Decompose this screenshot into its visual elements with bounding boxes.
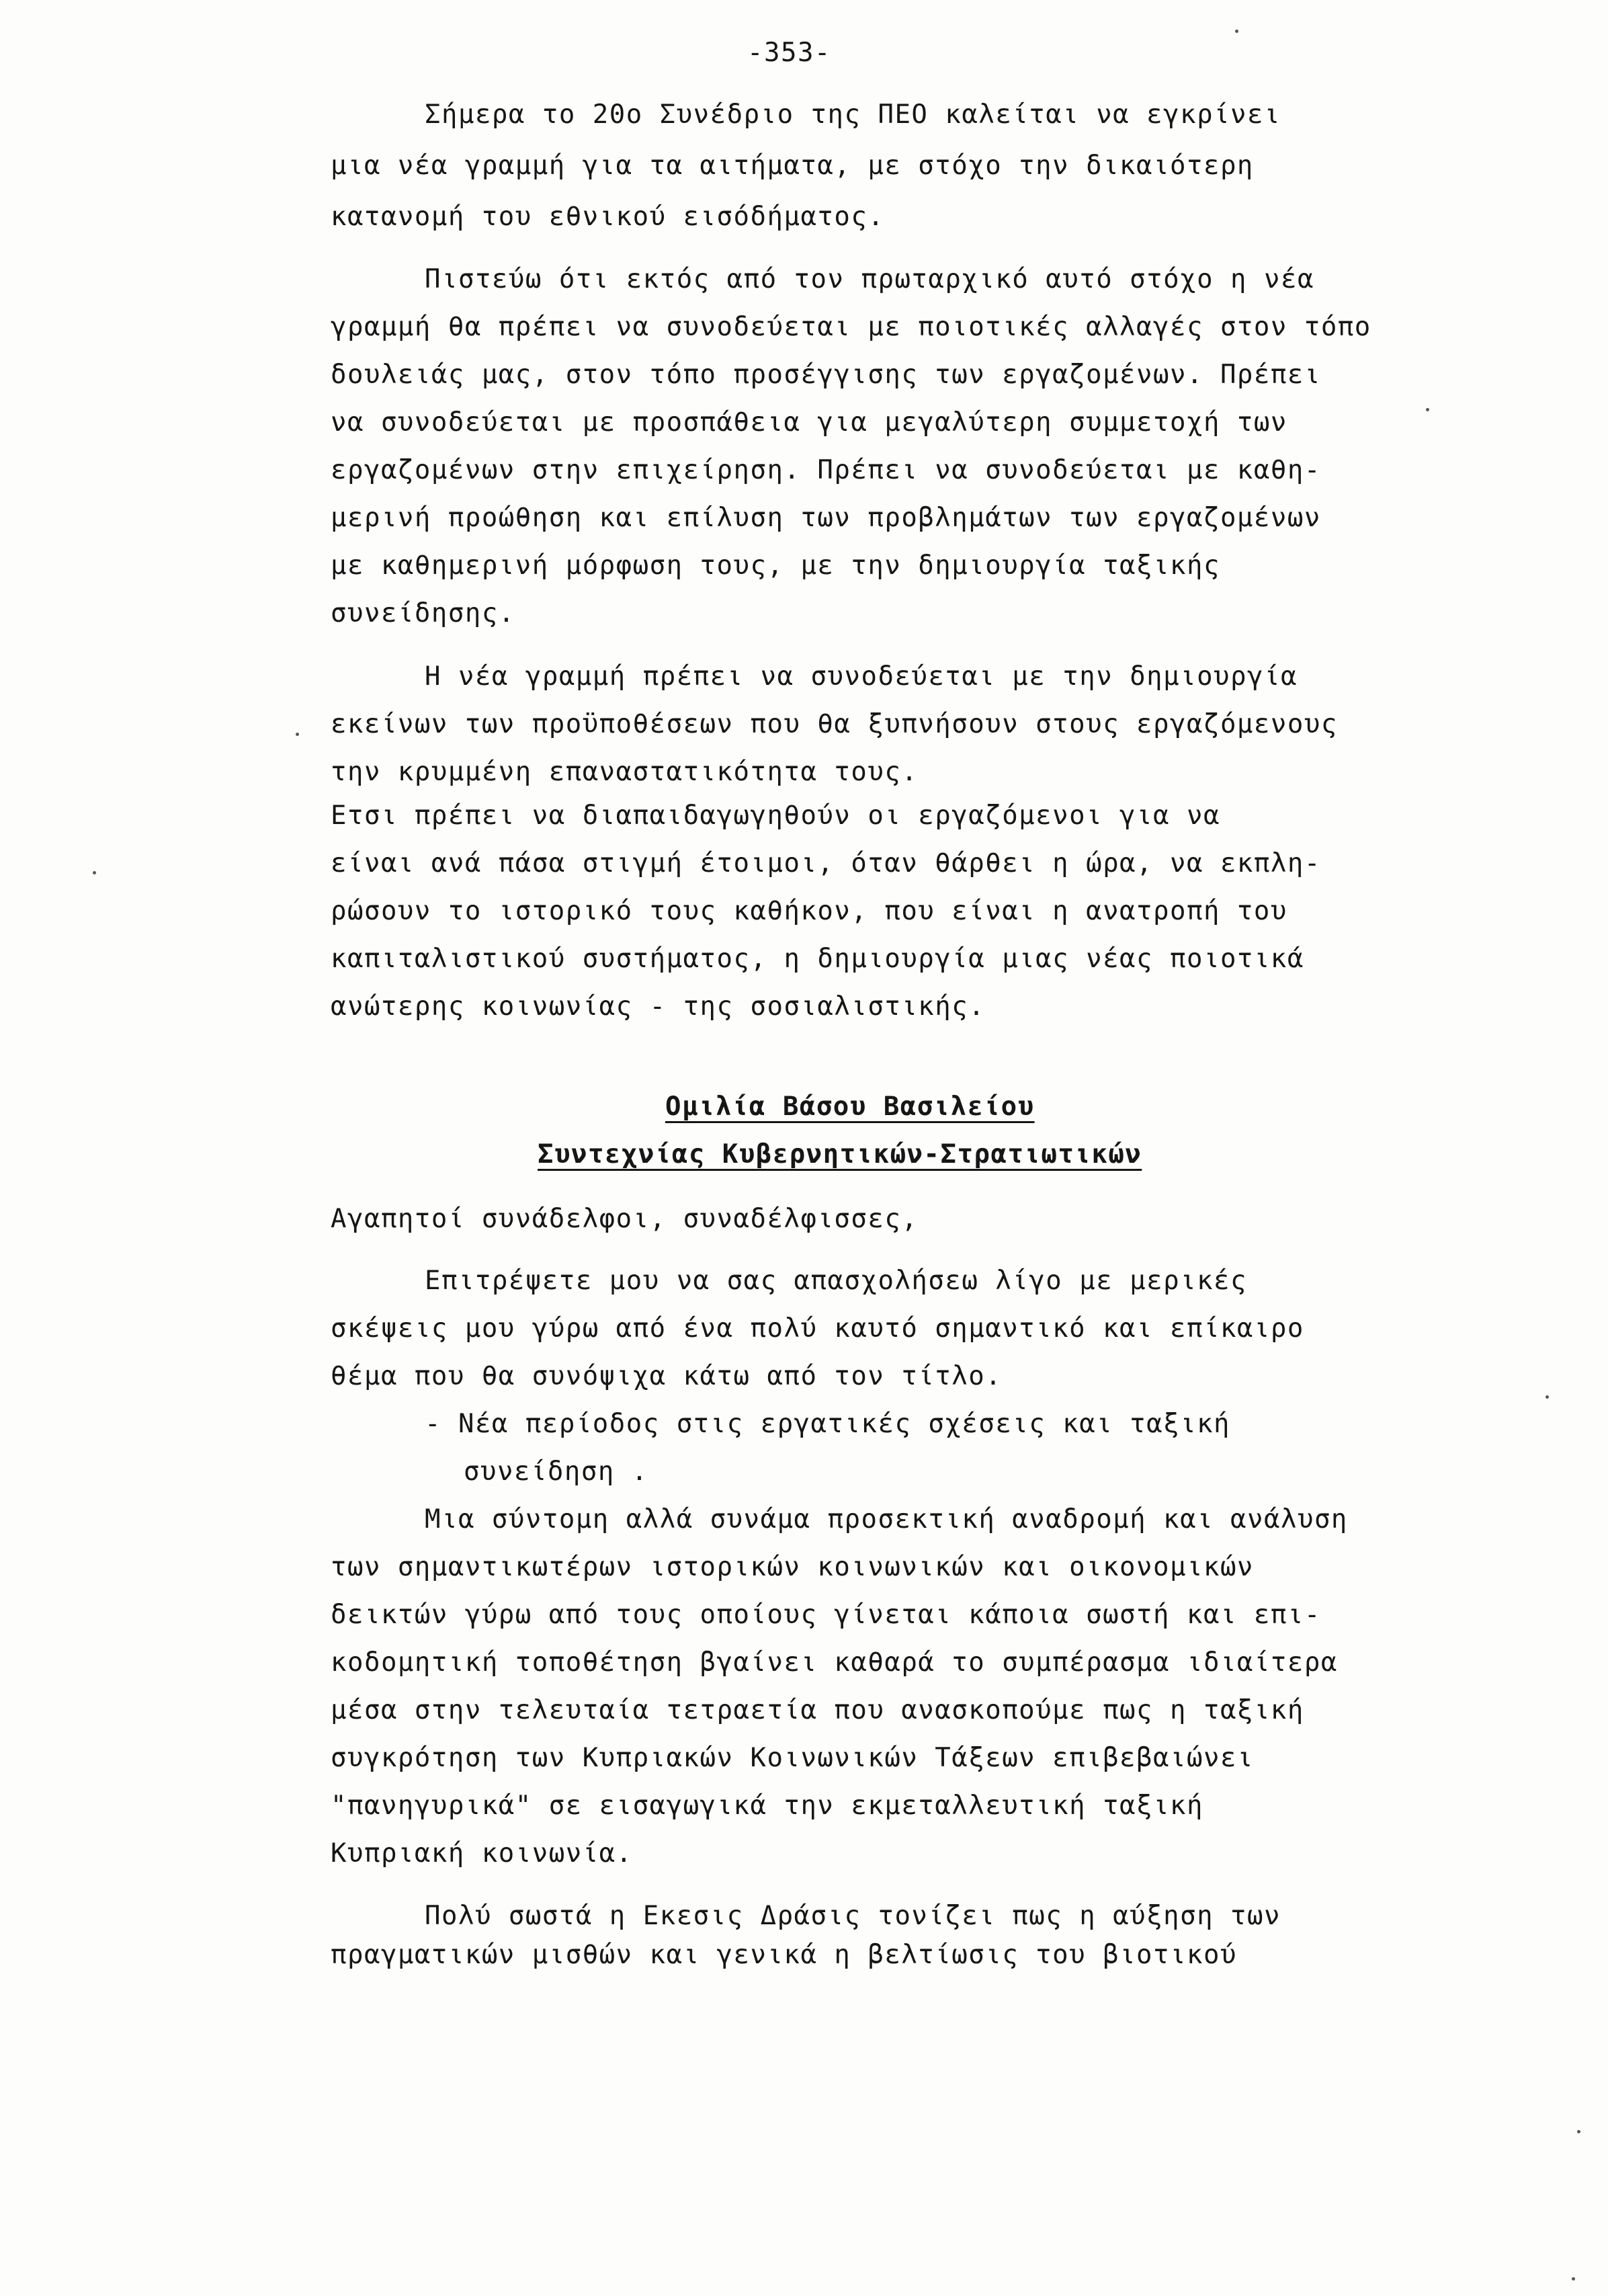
- text-line: Επιτρέψετε μου να σας απασχολήσεω λίγο με μερικές: [425, 1266, 1248, 1296]
- text-line: συγκρότηση των Κυπριακών Κοινωνικών Τάξεων επιβεβαιώνει: [331, 1743, 1254, 1773]
- text-line: την κρυμμένη επαναστατικότητα τους.: [331, 757, 919, 787]
- text-line: Κυπριακή κοινωνία.: [331, 1838, 633, 1869]
- text-line: θέμα που θα συνόψιχα κάτω από τον τίτλο.: [331, 1361, 1003, 1391]
- text-line: "πανηγυρικά" σε εισαγωγικά την εκμεταλλευτική ταξική: [331, 1791, 1203, 1821]
- speech-union: Συντεχνίας Κυβερνητικών-Στρατιωτικών: [538, 1139, 1142, 1170]
- text-line: Η νέα γραμμή πρέπει να συνοδεύεται με την δημιουργία: [425, 661, 1298, 692]
- text-line: μερινή προώθηση και επίλυση των προβλημάτων των εργαζομένων: [331, 503, 1321, 533]
- text-line: ρώσουν το ιστορικό τους καθήκον, που είναι η ανατροπή του: [331, 896, 1287, 926]
- speech-title: Ομιλία Βάσου Βασιλείου: [665, 1092, 1035, 1122]
- text-line: Μια σύντομη αλλά συνάμα προσεκτική αναδρομή και ανάλυση: [425, 1504, 1348, 1534]
- text-line: μέσα στην τελευταία τετραετία που ανασκοπούμε πως η ταξική: [331, 1695, 1304, 1725]
- text-line: πραγματικών μισθών και γενικά η βελτίωσις του βιοτικού: [331, 1940, 1237, 1970]
- topic-line: συνείδηση .: [464, 1457, 648, 1487]
- text-line: κατανομή του εθνικού εισόδήματος.: [331, 202, 885, 232]
- text-line: δουλειάς μας, στον τόπο προσέγγισης των εργαζομένων. Πρέπει: [331, 360, 1321, 390]
- salutation: Αγαπητοί συνάδελφοι, συναδέλφισσες,: [331, 1204, 919, 1234]
- text-line: με καθημερινή μόρφωση τους, με την δημιουργία ταξικής: [331, 550, 1220, 581]
- scan-speck: [1572, 2277, 1575, 2281]
- text-line: καπιταλιστικού συστήματος, η δημιουργία μιας νέας ποιοτικά: [331, 944, 1304, 974]
- text-line: των σημαντικωτέρων ιστορικών κοινωνικών και οικονομικών: [331, 1552, 1254, 1582]
- text-line: μια νέα γραμμή για τα αιτήματα, με στόχο την δικαιότερη: [331, 151, 1254, 181]
- text-line: εργαζομένων στην επιχείρηση. Πρέπει να συνοδεύεται με καθη-: [331, 455, 1321, 485]
- topic-line: - Νέα περίοδος στις εργατικές σχέσεις και ταξική: [425, 1409, 1231, 1439]
- text-line: εκείνων των προϋποθέσεων που θα ξυπνήσουν στους εργαζόμενους: [331, 709, 1338, 739]
- text-line: ανώτερης κοινωνίας - της σοσιαλιστικής.: [331, 991, 986, 1022]
- scan-speck: [1546, 1395, 1549, 1399]
- text-line: Ετσι πρέπει να διαπαιδαγωγηθούν οι εργαζόμενοι για να: [331, 801, 1220, 831]
- scan-speck: [1577, 2130, 1580, 2133]
- page-number: -353-: [747, 38, 831, 68]
- text-line: είναι ανά πάσα στιγμή έτοιμοι, όταν θάρθει η ώρα, να εκπλη-: [331, 848, 1321, 878]
- text-line: Πολύ σωστά η Εκεσις Δράσις τονίζει πως η αύξηση των: [425, 1901, 1281, 1931]
- scan-speck: [296, 733, 299, 736]
- text-line: δεικτών γύρω από τους οποίους γίνεται κάποια σωστή και επι-: [331, 1600, 1321, 1630]
- text-line: σκέψεις μου γύρω από ένα πολύ καυτό σημαντικό και επίκαιρο: [331, 1313, 1304, 1344]
- scan-speck: [1426, 408, 1429, 411]
- text-line: κοδομητική τοποθέτηση βγαίνει καθαρά το συμπέρασμα ιδιαίτερα: [331, 1647, 1338, 1678]
- scan-speck: [93, 871, 96, 874]
- text-line: Πιστεύω ότι εκτός από τον πρωταρχικό αυτό στόχο η νέα: [425, 264, 1314, 294]
- text-line: να συνοδεύεται με προσπάθεια για μεγαλύτερη συμμετοχή των: [331, 407, 1287, 438]
- text-line: Σήμερα το 20ο Συνέδριο της ΠΕΟ καλείται να εγκρίνει: [425, 99, 1281, 130]
- text-line: γραμμή θα πρέπει να συνοδεύεται με ποιοτικές αλλαγές στον τόπο: [331, 312, 1371, 342]
- scan-speck: [1235, 30, 1238, 33]
- text-line: συνείδησης.: [331, 598, 515, 628]
